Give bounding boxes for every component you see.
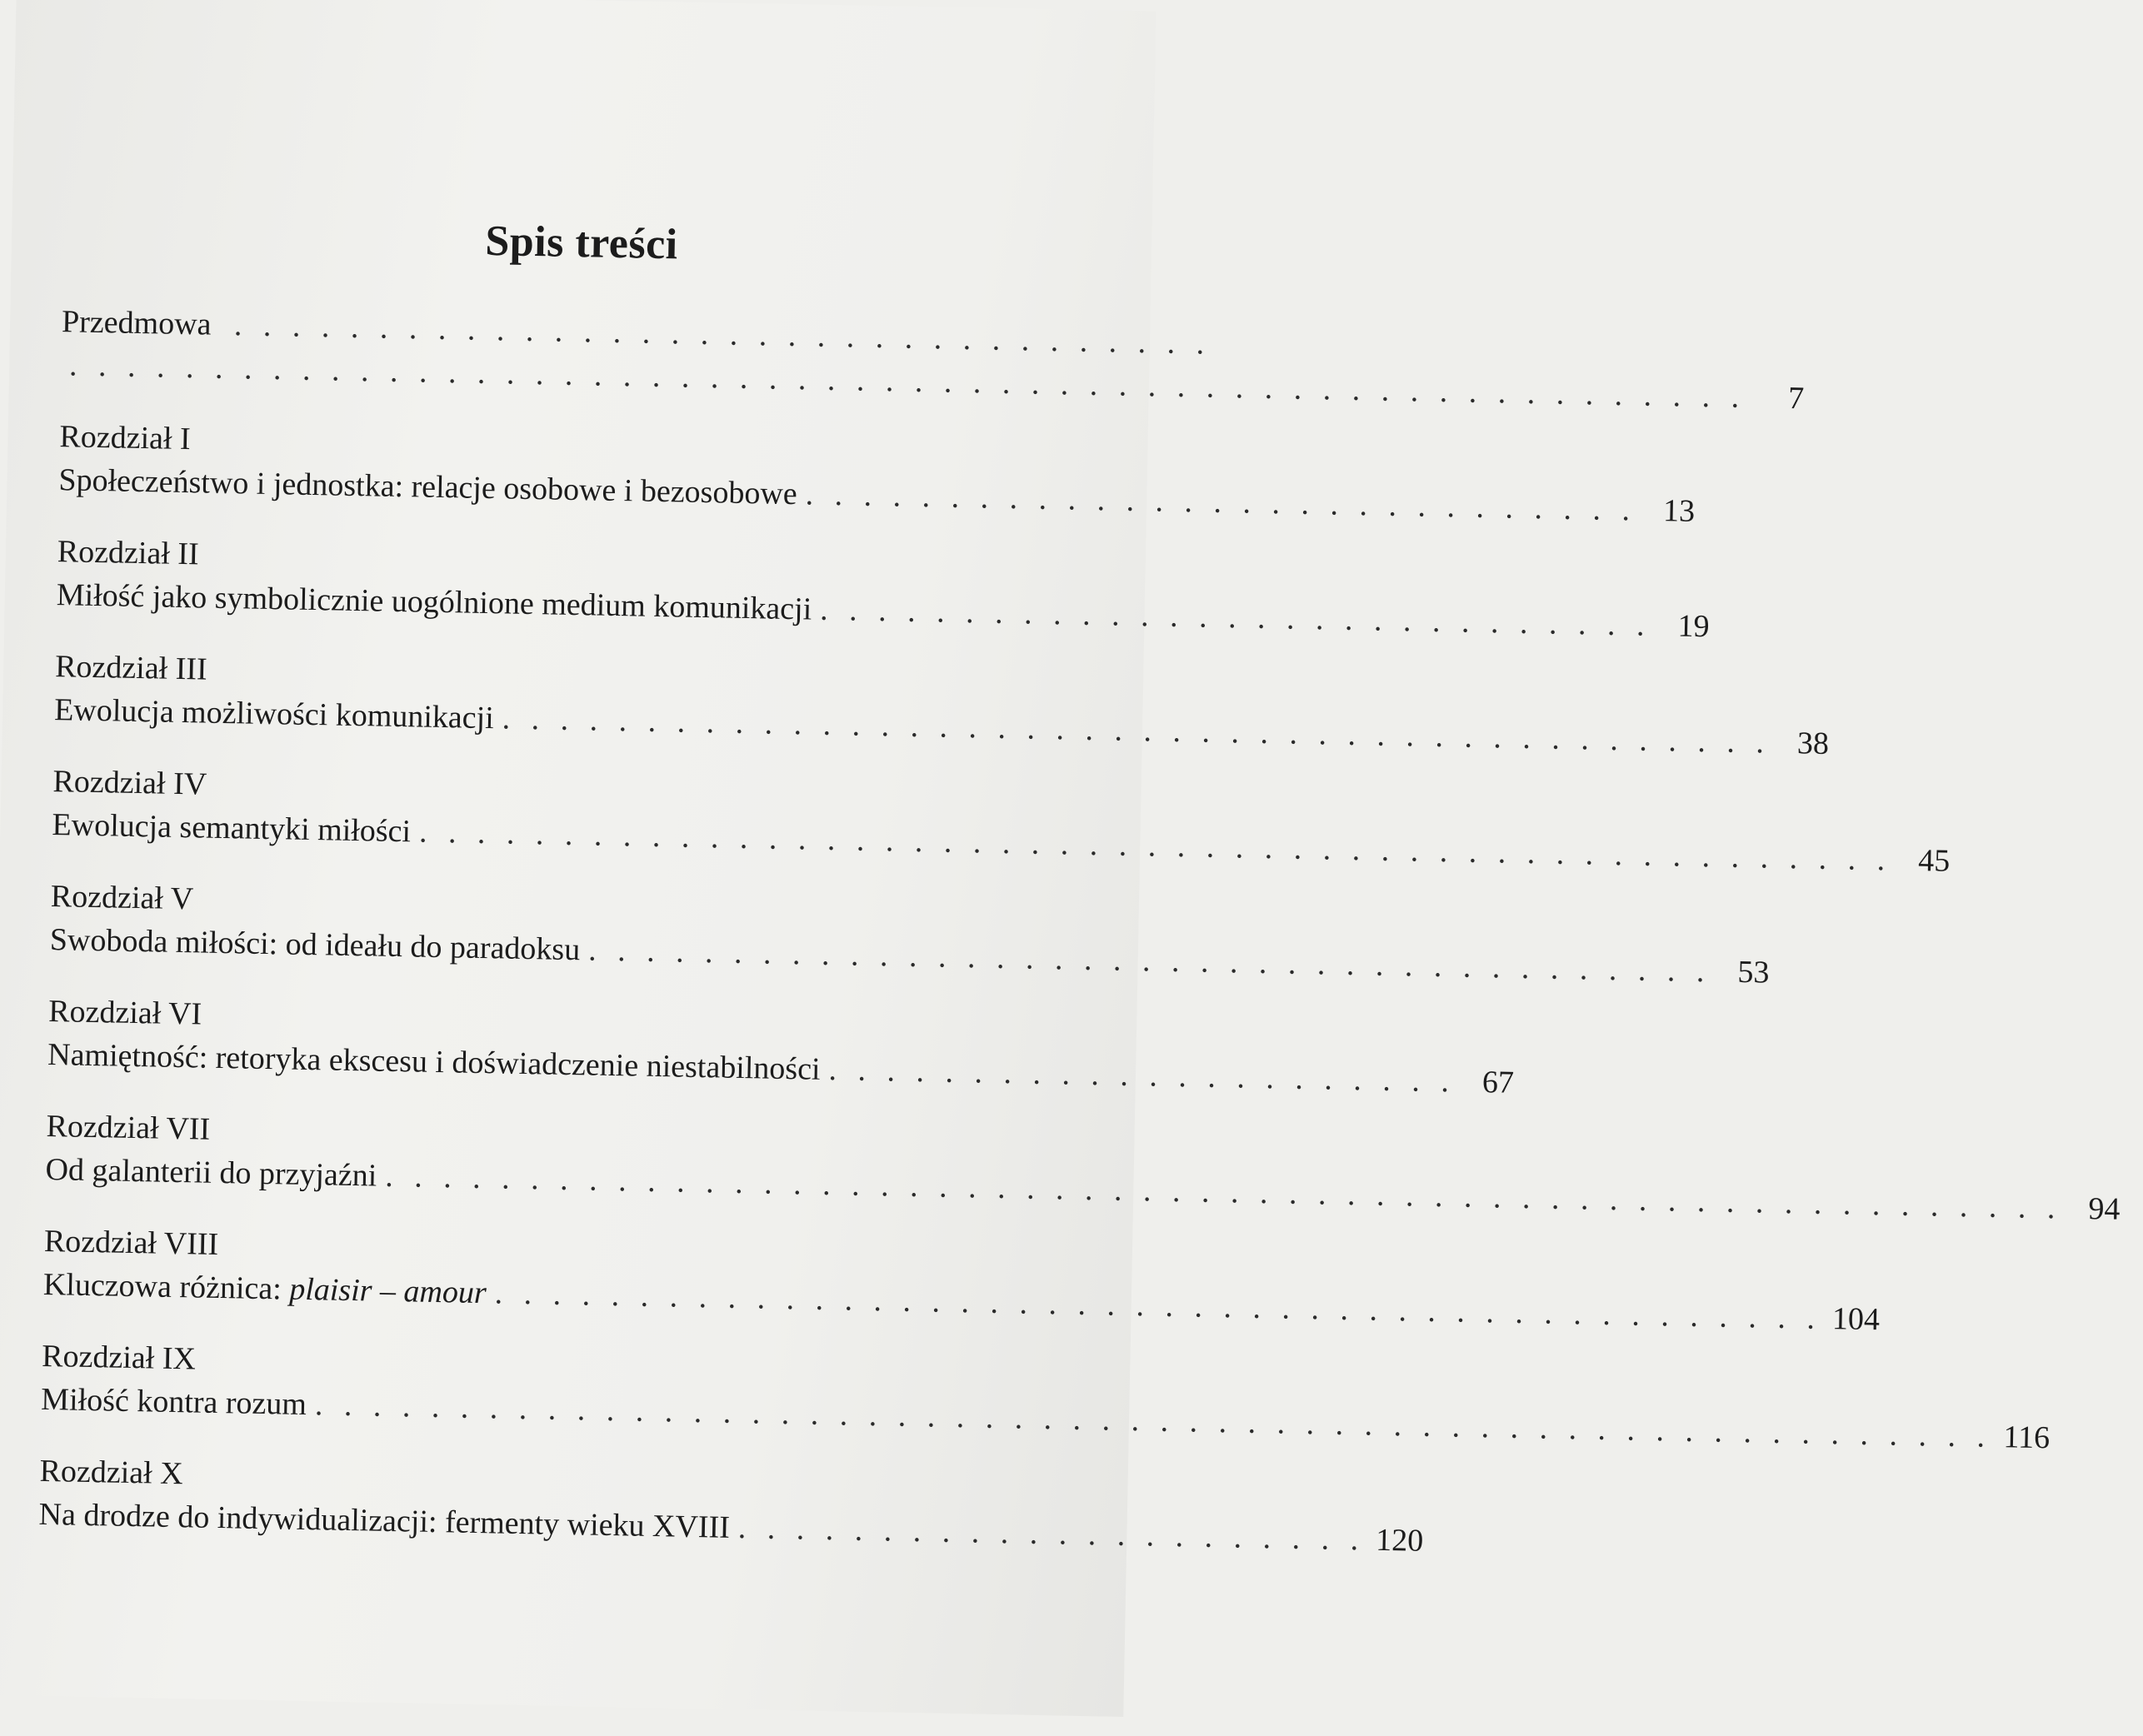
toc-entry-title-prefix: Kluczowa różnica: xyxy=(42,1266,290,1307)
toc-chapter-label: Rozdział IV xyxy=(52,764,207,802)
toc-chapter-label: Rozdział VI xyxy=(47,994,202,1032)
toc-page-number: 45 xyxy=(1917,843,1951,879)
toc-entry xyxy=(49,875,1770,990)
toc-entry-title: Społeczeństwo i jednostka: relacje osobowe i bezosobowe xyxy=(58,462,798,512)
toc-entry-title: Namiętność: retoryka ekscesu i doświadczenie niestabilności xyxy=(47,1037,822,1087)
toc-entry xyxy=(52,760,1951,879)
table-of-contents xyxy=(37,300,2121,1584)
toc-entry xyxy=(38,1449,1424,1559)
page-title: Spis treści xyxy=(484,217,679,269)
toc-entry-title-italic: plaisir – amour xyxy=(288,1271,487,1311)
toc-chapter-label: Rozdział II xyxy=(57,534,200,572)
toc-chapter-label: Rozdział I xyxy=(59,419,192,457)
toc-entry xyxy=(61,300,1805,417)
toc-chapter-label: Rozdział III xyxy=(54,649,208,687)
toc-chapter-label: Rozdział V xyxy=(50,879,194,917)
toc-entry xyxy=(45,1105,2121,1227)
toc-entry-title: Przedmowa xyxy=(61,304,212,342)
toc-line: Kluczowa różnica: plaisir – amour . . . . . . . . . . . . . . . . . . . . . . . . . . . . . . . . . . . . . . . . . . . . . . 104 xyxy=(42,1263,1043,1325)
toc-entry-title: Miłość jako symbolicznie uogólnione medium komunikacji xyxy=(56,577,812,627)
toc-line: Społeczeństwo i jednostka: relacje osobowe i bezosobowe . . . . . . . . . . . . . . . . . . . . . . . . . . . . . 13 xyxy=(58,458,1059,521)
toc-entry-title: Na drodze do indywidualizacji: fermenty wieku XVIII xyxy=(38,1496,731,1545)
toc-page-number: 19 xyxy=(1677,608,1710,645)
toc-entry-title: Swoboda miłości: od ideału do paradoksu xyxy=(49,922,581,968)
toc-entry xyxy=(56,530,1710,645)
toc-line: Na drodze do indywidualizacji: fermenty wieku XVIII . . . . . . . . . . . . . . . . . . . . . . 120 xyxy=(38,1493,1039,1555)
toc-page-number: 104 xyxy=(1831,1301,1881,1338)
toc-entry-title: Ewolucja semantyki miłości xyxy=(52,807,412,850)
toc-entry-title xyxy=(42,1263,487,1314)
toc-page-number: 120 xyxy=(1375,1522,1424,1559)
toc-entry-title: Miłość kontra rozum xyxy=(40,1381,307,1423)
toc-entry-title: Od galanterii do przyjaźni xyxy=(45,1151,377,1194)
toc-line: Swoboda miłości: od ideału do paradoksu . . . . . . . . . . . . . . . . . . . . . . . . . . . . . . . . . . . . . . . 53 xyxy=(49,918,1050,980)
toc-page-number: 94 xyxy=(2088,1191,2121,1227)
toc-line: Namiętność: retoryka ekscesu i doświadczenie niestabilności . . . . . . . . . . . . . . . . . . . . . . 67 xyxy=(47,1033,1048,1095)
toc-line: Od galanterii do przyjaźni . . . . . . . . . . . . . . . . . . . . . . . . . . . . . . . . . . . . . . . . . . . . . . . . . . . . . . . . . . 94 xyxy=(45,1148,1046,1210)
toc-page-number: 38 xyxy=(1796,726,1830,761)
toc-entry xyxy=(40,1334,2051,1456)
toc-page-number: 7 xyxy=(1787,380,1805,417)
toc-line: Ewolucja semantyki miłości . . . . . . . . . . . . . . . . . . . . . . . . . . . . . . . . . . . . . . . . . . . . . . . . . . . 45 xyxy=(52,803,1052,866)
toc-entry xyxy=(47,990,1515,1100)
toc-chapter-label: Rozdział VIII xyxy=(43,1223,219,1262)
toc-page-number: 53 xyxy=(1737,954,1770,990)
toc-chapter-label: Rozdział VII xyxy=(46,1109,211,1147)
toc-line: Miłość kontra rozum . . . . . . . . . . . . . . . . . . . . . . . . . . . . . . . . . . . . . . . . . . . . . . . . . . . . . . . . . . 116 xyxy=(41,1378,1042,1440)
toc-page-number: 67 xyxy=(1481,1065,1515,1100)
toc-page-number: 13 xyxy=(1662,493,1696,529)
toc-entry xyxy=(53,645,1830,761)
toc-page-number: 116 xyxy=(2003,1419,2051,1456)
toc-entry-title: Ewolucja możliwości komunikacji xyxy=(53,692,495,736)
toc-line: Ewolucja możliwości komunikacji . . . . . . . . . . . . . . . . . . . . . . . . . . . . . . . . . . . . . . . . . . . . 38 xyxy=(54,688,1055,751)
toc-line: Przedmowa . . . . . . . . . . . . . . . . . . . . . . . . . . . . . . . . . . . . . . . . . . . . . . . . . . . . . . . . . . . . . . . . . . . . . . . . . . . . . . . . . . . . . . . . . . . . 7 xyxy=(61,300,1062,406)
toc-chapter-label: Rozdział IX xyxy=(41,1338,197,1377)
toc-line: Miłość jako symbolicznie uogólnione medium komunikacji . . . . . . . . . . . . . . . . . . . . . . . . . . . . . 19 xyxy=(56,573,1057,636)
toc-entry xyxy=(42,1220,1881,1338)
toc-chapter-label: Rozdział X xyxy=(39,1453,184,1492)
toc-entry xyxy=(58,415,1696,529)
